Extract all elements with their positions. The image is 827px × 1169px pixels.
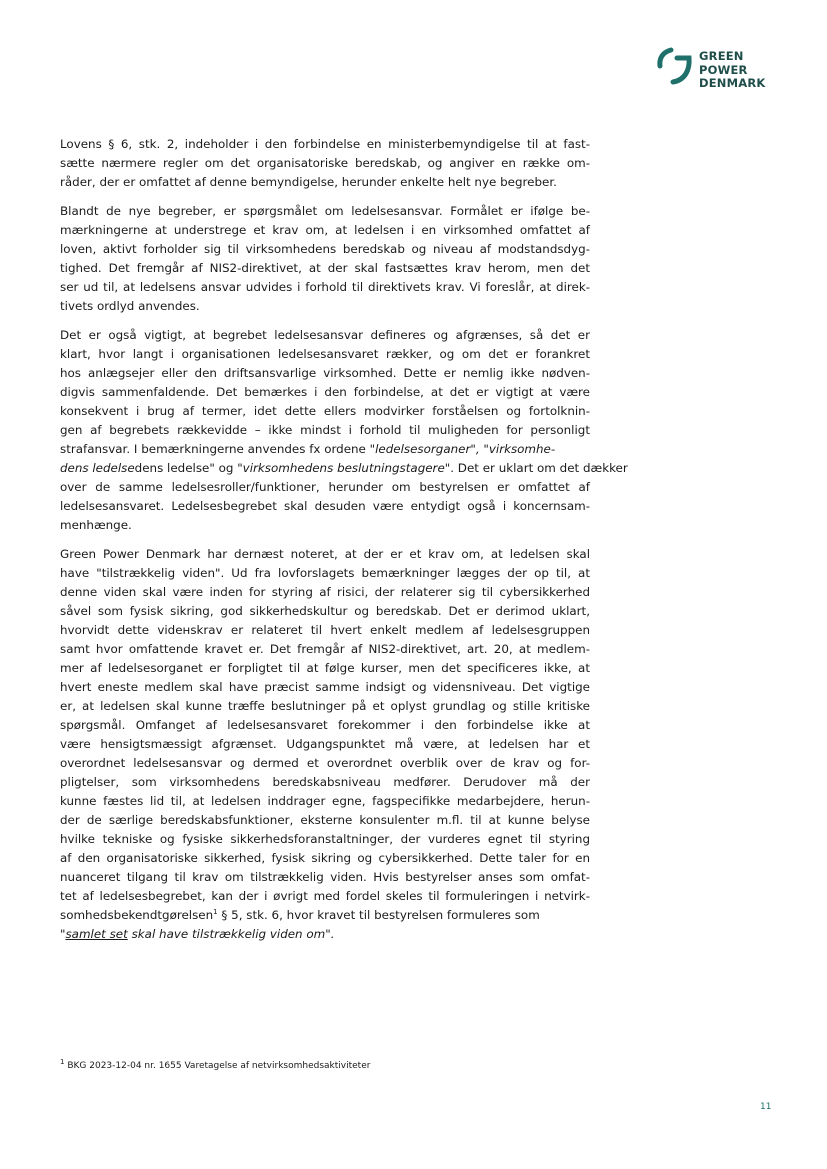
text-line: have "tilstrækkelig viden". Ud fra lovforslagets bemærkninger lægges der op til, at [60, 566, 590, 580]
text-line: nuanceret tilgang til krav om tilstrækkelig viden. Hvis bestyrelser anses som omfat- [60, 870, 590, 884]
text-line [60, 459, 628, 478]
italic-quote [60, 927, 334, 941]
footnote-text: BKG 2023-12-04 nr. 1655 Varetagelse af netvirksomhedsaktiviteter [64, 1061, 371, 1071]
text-line: hvert eneste medlem skal have præcist samme indsigt og vidensniveau. Det vigtige [60, 680, 590, 694]
text-line: tighed. Det fremgår af NIS2-direktivet, at der skal fastsættes krav herom, men det [60, 261, 590, 275]
text-line: Green Power Denmark har dernæst noteret, at der er et krav om, at ledelsen skal [60, 547, 590, 561]
text-line: over de samme ledelsesroller/funktioner, herunder om bestyrelsen er omfattet af [60, 480, 590, 494]
text-line: hos anlægsejer eller den driftsansvarlige virksomhed. Dette er nemlig ikke nødven- [60, 366, 590, 380]
text-line: mer af ledelsesorganet er forpligtet til at følge kurser, men det specificeres ikke, at [60, 661, 590, 675]
text-fragment: somhedsbekendtgørelsen [60, 908, 214, 922]
text-line: tivets ordlyd anvendes. [60, 299, 200, 313]
text-line: overordnet ledelsesansvar og dermed et overordnet overblik over de krav og for- [60, 756, 590, 770]
text-line: ledelsesansvaret. Ledelsesbegrebet skal desuden være entydigt også i koncernsam- [60, 499, 590, 513]
text-line: hvilke tekniske og fysiske sikkerhedsforanstaltninger, der vurderes egnet til styring [60, 832, 590, 846]
text-line [60, 906, 590, 925]
page-number: 11 [760, 1102, 772, 1112]
underlined-term: samlet set [65, 927, 128, 941]
paragraph-2 [60, 202, 590, 316]
logo-wordmark [699, 50, 766, 91]
logo-line-2: POWER [699, 62, 748, 77]
text-line: samt hvor omfattende kravet er. Det fremgår af NIS2-direktivet, art. 20, at medlem- [60, 642, 590, 656]
text-line [60, 925, 590, 944]
text-line: denne viden skal være inden for styring af risici, der relaterer sig til cybersikkerhed [60, 585, 590, 599]
text-line: være hensigtsmæssigt afgrænset. Udgangspunktet må være, at ledelsen har et [60, 737, 590, 751]
text-fragment: § 5, stk. 6, hvor kravet til bestyrelsen formuleres som [217, 908, 540, 922]
text-line: mærkningerne at understrege et krav om, at ledelsen i en virksomhed omfattet af [60, 223, 590, 237]
text-line: menhænge. [60, 518, 132, 532]
text-fragment: dens ledelse" og " [134, 461, 243, 475]
quote-mark: " [60, 927, 66, 941]
document-body [60, 135, 628, 954]
text-line: der de særlige beredskabsfunktioner, eksterne konsulenter m.fl. til at kunne belyse [60, 813, 590, 827]
text-line: sætte nærmere regler om det organisatoriske beredskab, og angiver en række om- [60, 156, 590, 170]
italic-term: virksomhedens beslutningstagere [242, 461, 445, 475]
text-line: loven, aktivt forholder sig til virksomhedens beredskab og niveau af modstandsdyg- [60, 242, 590, 256]
text-line: ser ud til, at ledelsens ansvar udvides i forhold til direktivets krav. Vi foreslår, at direk- [60, 280, 590, 294]
company-logo [657, 46, 772, 98]
green-power-denmark-logo-icon [657, 46, 693, 86]
paragraph-3 [60, 326, 628, 535]
footnote-number: 1 [60, 1058, 65, 1066]
footnote [60, 1060, 370, 1072]
text-fragment: skal have tilstrækkelig viden om". [127, 927, 335, 941]
text-line: af den organisatoriske sikkerhed, fysisk sikring og cybersikkerhed. Dette taler for en [60, 851, 590, 865]
text-line: digvis sammenfaldende. Det bemærkes i den forbindelse, at det er vigtigt at være [60, 385, 590, 399]
logo-line-3: DENMARK [699, 76, 766, 90]
paragraph-1 [60, 135, 590, 192]
text-line: tet af ledelsesbegrebet, kan der i øvrigt med fordel skeles til formuleringen i netvirk- [60, 889, 590, 903]
italic-term: dens ledelse [60, 461, 135, 475]
text-fragment: ". Det er uklart om det dækker [444, 461, 628, 475]
text-line: gen af begrebets rækkevidde – ikke mindst i forhold til muligheden for personligt [60, 423, 590, 437]
text-line: råder, der er omfattet af denne bemyndigelse, herunder enkelte helt nye begreber. [60, 175, 557, 189]
text-line: er, at ledelsen skal kunne træffe beslutninger på et oplyst grundlag og stille kritiske [60, 699, 590, 713]
text-line: Lovens § 6, stk. 2, indeholder i den forbindelse en ministerbemyndigelse til at fast- [60, 137, 590, 151]
italic-term: ledelsesorganer", "virksomhe- [375, 442, 556, 456]
text-fragment: strafansvar. I bemærkningerne anvendes fx ordene " [60, 442, 376, 456]
text-line: Blandt de nye begreber, er spørgsmålet om ledelsesansvar. Formålet er ifølge be- [60, 204, 590, 218]
text-line: konsekvent i brug af termer, idet dette ellers modvirker forståelsen og fortolknin- [60, 404, 590, 418]
text-line: klart, hvor langt i organisationen ledelsesansvaret rækker, og om det er forankret [60, 347, 590, 361]
text-line: hvorvidt dette vidенskrav er relateret til hvert enkelt medlem af ledelsesgruppen [60, 623, 590, 637]
footnote-reference[interactable]: 1 [213, 908, 218, 917]
text-line: spørgsmål. Omfanget af ledelsesansvaret forekommer i den forbindelse ikke at [60, 718, 590, 732]
text-line: kunne fæstes lid til, at ledelsen inddrager egne, fagspecifikke medarbejdere, herun- [60, 794, 590, 808]
text-line: såvel som fysisk sikring, god sikkerhedskultur og beredskab. Det er derimod uklart, [60, 604, 590, 618]
text-line: Det er også vigtigt, at begrebet ledelsesansvar defineres og afgrænses, så det er [60, 328, 590, 342]
paragraph-4 [60, 545, 590, 944]
text-line: pligtelser, som virksomhedens beredskabsniveau medfører. Derudover må der [60, 775, 590, 789]
text-line [60, 440, 590, 459]
logo-line-1: GREEN [699, 49, 744, 63]
